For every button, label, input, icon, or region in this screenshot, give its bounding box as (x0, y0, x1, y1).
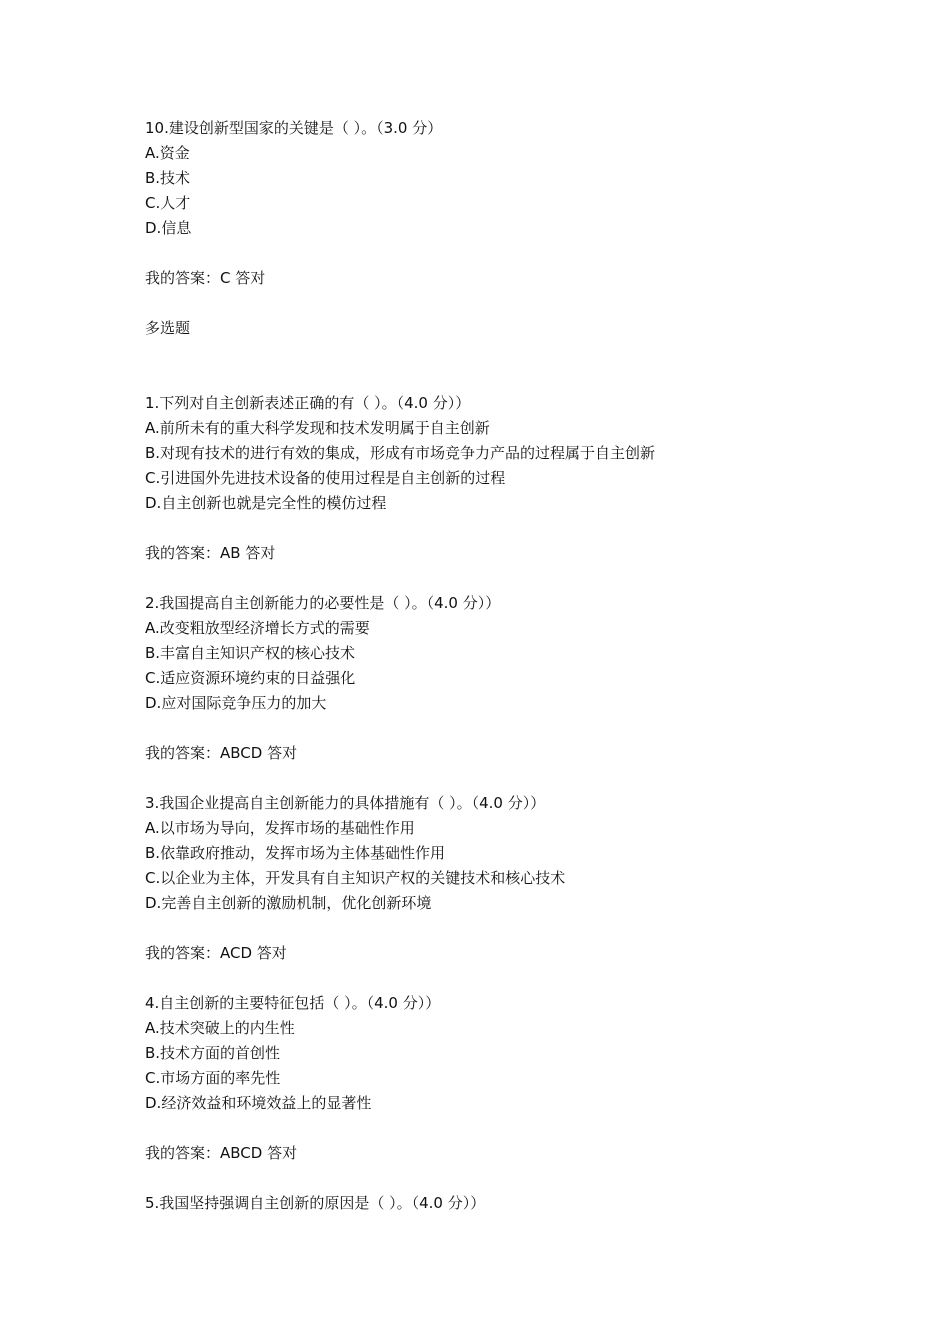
option-c: C.以企业为主体，开发具有自主知识产权的关键技术和核心技术 (145, 869, 566, 887)
option-b: B.对现有技术的进行有效的集成，形成有市场竞争力产品的过程属于自主创新 (145, 444, 656, 462)
document-page (145, 116, 865, 1216)
option-a: A.改变粗放型经济增长方式的需要 (145, 619, 370, 637)
option-d: D.完善自主创新的激励机制，优化创新环境 (145, 894, 432, 912)
option-d: D.经济效益和环境效益上的显著性 (145, 1094, 372, 1112)
question-stem: 4.自主创新的主要特征包括（ ）。（4.0 分）） (145, 994, 441, 1012)
option-c: C.人才 (145, 194, 191, 212)
option-a: A.资金 (145, 144, 190, 162)
my-answer: 我的答案：ABCD 答对 (145, 744, 298, 762)
option-b: B.依靠政府推动，发挥市场为主体基础性作用 (145, 844, 446, 862)
option-b: B.技术 (145, 169, 191, 187)
option-c: C.市场方面的率先性 (145, 1069, 281, 1087)
option-b: B.技术方面的首创性 (145, 1044, 281, 1062)
option-b: B.丰富自主知识产权的核心技术 (145, 644, 356, 662)
option-a: A.以市场为导向，发挥市场的基础性作用 (145, 819, 415, 837)
option-a: A.技术突破上的内生性 (145, 1019, 295, 1037)
question-stem: 1.下列对自主创新表述正确的有（ ）。（4.0 分）） (145, 394, 471, 412)
option-d: D.应对国际竞争压力的加大 (145, 694, 327, 712)
question-stem: 10.建设创新型国家的关键是（ ）。（3.0 分） (145, 119, 443, 137)
option-d: D.自主创新也就是完全性的模仿过程 (145, 494, 387, 512)
question-stem: 2.我国提高自主创新能力的必要性是（ ）。（4.0 分）） (145, 594, 501, 612)
question-stem: 5.我国坚持强调自主创新的原因是（ ）。（4.0 分）） (145, 1194, 486, 1212)
my-answer: 我的答案：AB 答对 (145, 544, 276, 562)
option-c: C.适应资源环境约束的日益强化 (145, 669, 356, 687)
question-stem: 3.我国企业提高自主创新能力的具体措施有（ ）。（4.0 分）） (145, 794, 546, 812)
my-answer: 我的答案：ABCD 答对 (145, 1144, 298, 1162)
option-d: D.信息 (145, 219, 192, 237)
option-a: A.前所未有的重大科学发现和技术发明属于自主创新 (145, 419, 490, 437)
section-title: 多选题 (145, 319, 191, 337)
my-answer: 我的答案：C 答对 (145, 269, 266, 287)
option-c: C.引进国外先进技术设备的使用过程是自主创新的过程 (145, 469, 506, 487)
my-answer: 我的答案：ACD 答对 (145, 944, 287, 962)
